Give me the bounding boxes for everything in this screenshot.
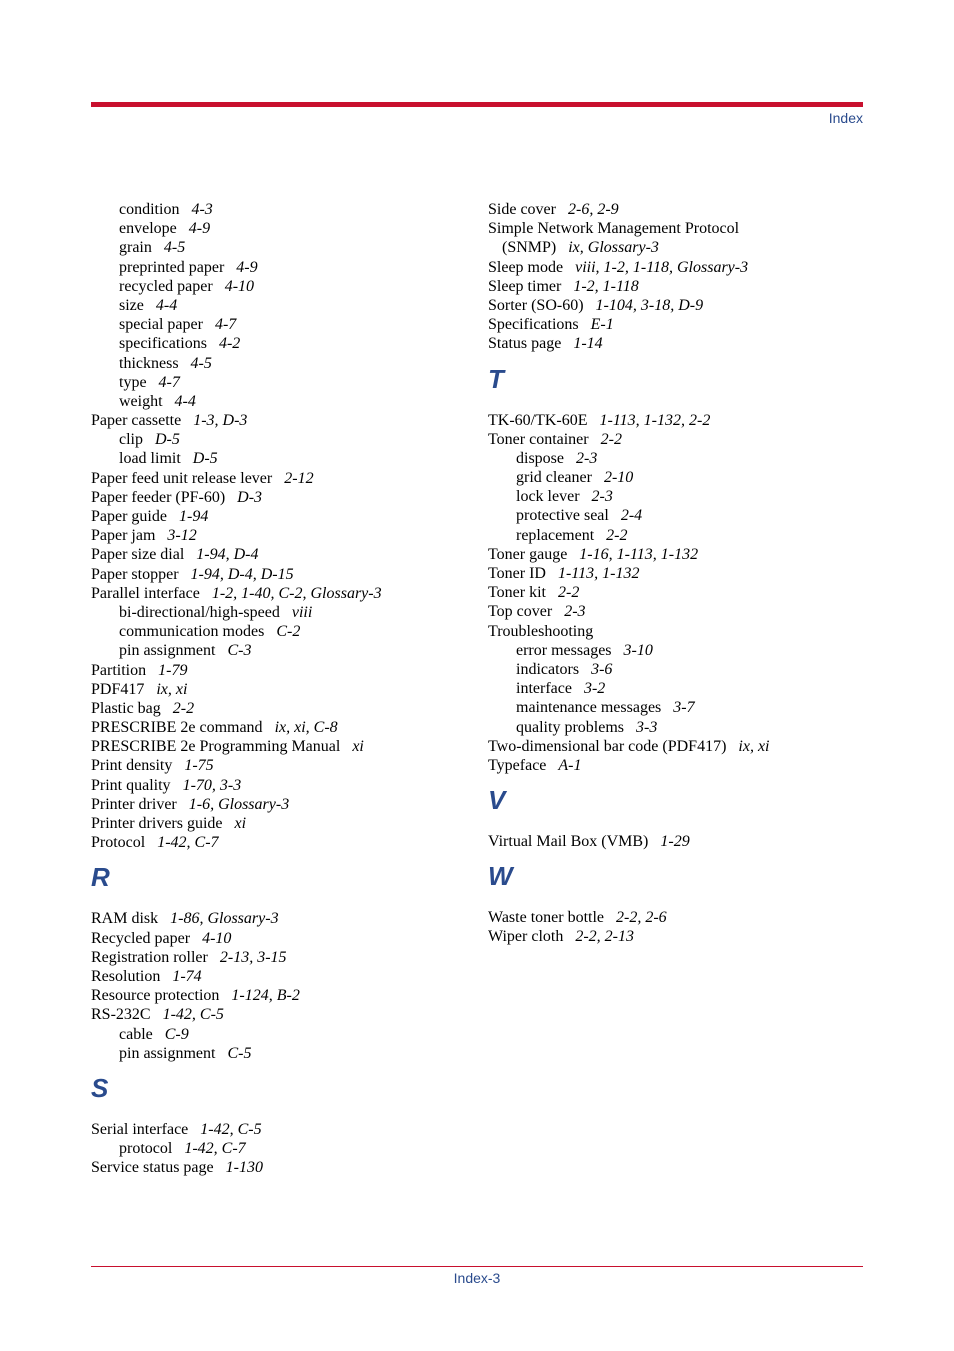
index-term: PRESCRIBE 2e command — [91, 719, 263, 737]
page-references: 1-2, 1-40, C-2, Glossary-3 — [211, 584, 382, 602]
index-subentry — [91, 219, 471, 238]
index-entry — [91, 584, 471, 603]
page-references: 1-42, C-5 — [200, 1120, 262, 1138]
index-term: specifications — [119, 335, 207, 353]
page-references: 1-124, B-2 — [231, 987, 300, 1005]
index-term: Sleep mode — [488, 258, 564, 276]
index-subentry — [91, 277, 471, 296]
index-term: preprinted paper — [119, 258, 225, 276]
index-term: maintenance messages — [516, 699, 662, 717]
page-references: C-5 — [227, 1044, 252, 1062]
index-entry — [488, 564, 863, 583]
index-column-left — [91, 200, 471, 1177]
index-entry — [91, 699, 471, 718]
index-term: Sorter (SO-60) — [488, 296, 584, 314]
page-references: 1-3, D-3 — [193, 412, 248, 430]
page-references: E-1 — [590, 316, 614, 334]
index-subentry — [91, 334, 471, 353]
index-subentry — [488, 487, 863, 506]
index-term: Protocol — [91, 834, 146, 852]
index-term: Status page — [488, 335, 562, 353]
page-references: 1-113, 1-132 — [557, 565, 640, 582]
index-entry — [488, 583, 863, 602]
page-references: 4-4 — [174, 392, 196, 410]
page-references: 4-2 — [218, 335, 241, 353]
page-references: 3-10 — [623, 641, 653, 659]
index-term: weight — [119, 392, 163, 410]
page-references: 4-5 — [163, 239, 186, 257]
index-subentry — [91, 449, 471, 468]
page-references: 1-2, 1-118 — [573, 277, 639, 295]
index-term: RAM disk — [91, 910, 159, 928]
index-term: Parallel interface — [91, 584, 200, 602]
page-references: 4-7 — [214, 316, 237, 334]
index-entry — [91, 776, 471, 795]
index-term: Resolution — [91, 967, 161, 985]
index-term: grid cleaner — [516, 469, 592, 487]
index-term: Virtual Mail Box (VMB) — [488, 833, 649, 851]
page-references: 2-13, 3-15 — [219, 948, 287, 966]
page-references: 2-10 — [603, 469, 634, 487]
page-references: 4-4 — [155, 296, 178, 314]
page-references: ix, xi — [738, 737, 770, 755]
index-term: Typeface — [488, 756, 547, 774]
index-term: communication modes — [119, 623, 265, 641]
page-references: 2-2 — [606, 526, 628, 544]
index-entry — [91, 929, 471, 948]
page-references: 3-12 — [167, 527, 197, 545]
index-term: Top cover — [488, 603, 553, 621]
page-references: 1-42, C-7 — [157, 834, 219, 852]
index-term: Two-dimensional bar code (PDF417) — [488, 737, 727, 755]
index-entry — [91, 507, 471, 526]
index-term: Simple Network Management Protocol — [488, 220, 740, 238]
index-term: Paper feed unit release lever — [91, 469, 273, 487]
index-entry — [91, 469, 471, 488]
index-term: type — [119, 373, 147, 391]
page-references: 1-79 — [158, 661, 188, 679]
index-subentry — [91, 373, 471, 392]
index-term: pin assignment — [119, 1044, 216, 1062]
index-entry — [91, 1158, 471, 1177]
index-entry — [488, 602, 863, 621]
index-term: special paper — [119, 316, 203, 334]
page-references: 1-94 — [178, 508, 209, 525]
section-letter-v: V — [488, 785, 506, 816]
index-term: Sleep timer — [488, 277, 562, 295]
page-references: xi — [234, 815, 247, 832]
page-references: 4-9 — [188, 220, 211, 238]
page-references: 1-113, 1-132, 2-2 — [599, 411, 711, 429]
index-entry — [91, 718, 471, 737]
index-term: bi-directional/high-speed — [119, 603, 280, 621]
index-subentry — [91, 1025, 471, 1044]
index-entry — [488, 277, 863, 296]
page-references: D-5 — [192, 450, 218, 468]
page-references: A-1 — [558, 756, 582, 774]
index-term: Print density — [91, 757, 173, 775]
page-references: D-5 — [155, 431, 180, 449]
index-subentry — [91, 354, 471, 373]
index-term: TK-60/TK-60E — [488, 411, 588, 429]
index-term: Printer drivers guide — [91, 815, 223, 832]
index-entry — [488, 908, 863, 927]
page-references: 1-104, 3-18, D-9 — [595, 296, 704, 314]
index-subentry — [488, 660, 863, 679]
index-term: clip — [119, 431, 143, 449]
index-term: thickness — [119, 354, 179, 372]
index-term: Toner ID — [488, 565, 546, 582]
section-letter-r: R — [91, 862, 110, 893]
index-subentry — [91, 315, 471, 334]
index-term: cable — [119, 1025, 153, 1043]
index-subentry — [91, 1139, 471, 1158]
index-entry — [91, 661, 471, 680]
page-references: C-3 — [227, 642, 252, 660]
index-entry — [91, 986, 471, 1005]
index-entry — [488, 200, 863, 219]
page-references: 2-2, 2-6 — [616, 909, 667, 927]
index-subentry — [91, 430, 471, 449]
index-entry — [91, 526, 471, 545]
index-term: Waste toner bottle — [488, 909, 605, 927]
index-term: Wiper cloth — [488, 928, 564, 946]
page-references: 2-3 — [591, 488, 613, 506]
page-references: 1-86, Glossary-3 — [170, 910, 279, 928]
index-entry — [91, 833, 471, 852]
index-entry — [488, 238, 863, 257]
index-entry — [91, 680, 471, 699]
index-entry — [488, 927, 863, 946]
index-term: grain — [119, 239, 152, 257]
page-references: 2-3 — [576, 449, 598, 467]
index-subentry — [91, 392, 471, 411]
index-term: Print quality — [91, 776, 171, 794]
page-references: 4-10 — [224, 277, 255, 295]
page-references: 2-2 — [172, 699, 195, 717]
index-term: Paper cassette — [91, 412, 182, 430]
page-references: xi — [352, 738, 364, 756]
index-entry — [488, 411, 863, 430]
index-term: condition — [119, 201, 180, 218]
section-letter-t: T — [488, 363, 504, 394]
index-term: Serial interface — [91, 1120, 189, 1138]
index-entry — [91, 909, 471, 928]
index-subentry — [91, 603, 471, 622]
page-references: 4-3 — [191, 201, 213, 218]
page-references: 2-2, 2-13 — [575, 928, 634, 946]
page-references: 1-94, D-4, D-15 — [190, 565, 294, 583]
index-subentry — [91, 258, 471, 277]
page-references: viii — [291, 603, 313, 621]
index-term: Toner gauge — [488, 545, 568, 563]
page-references: 1-6, Glossary-3 — [188, 795, 290, 813]
index-subentry — [91, 200, 471, 219]
page-references: 2-2 — [600, 430, 622, 448]
index-subentry — [91, 622, 471, 641]
index-term: protocol — [119, 1140, 173, 1158]
index-subentry — [91, 296, 471, 315]
index-column-right — [488, 200, 863, 947]
index-term: Troubleshooting — [488, 622, 594, 640]
page-references: 3-3 — [635, 718, 658, 736]
index-term: Paper size dial — [91, 546, 185, 564]
index-term: Toner container — [488, 430, 589, 448]
page-references: 2-2 — [557, 584, 580, 602]
index-term: Resource protection — [91, 987, 220, 1005]
page-references: 4-5 — [190, 354, 212, 372]
index-entry — [91, 967, 471, 986]
index-subentry — [91, 641, 471, 660]
index-subentry — [488, 698, 863, 717]
index-subentry — [91, 1044, 471, 1063]
index-term: pin assignment — [119, 642, 216, 660]
page-references: 1-94, D-4 — [196, 546, 259, 564]
index-term: lock lever — [516, 488, 580, 506]
page-references: ix, Glossary-3 — [568, 239, 659, 257]
index-entry — [488, 737, 863, 756]
index-entry — [91, 1120, 471, 1139]
index-term: (SNMP) — [502, 239, 557, 257]
index-subentry — [488, 506, 863, 525]
index-term: Service status page — [91, 1159, 214, 1177]
page-references: 1-42, C-7 — [184, 1140, 246, 1158]
index-term: Paper jam — [91, 527, 156, 545]
index-term: replacement — [516, 526, 595, 544]
footer-rule — [91, 1266, 863, 1267]
page-references: 3-6 — [591, 660, 613, 678]
index-term: Partition — [91, 661, 147, 679]
index-subentry — [488, 679, 863, 698]
index-entry — [488, 756, 863, 775]
page-references: C-2 — [276, 623, 301, 641]
index-term: protective seal — [516, 507, 609, 525]
index-entry — [91, 411, 471, 430]
index-term: Printer driver — [91, 795, 177, 813]
page-references: 1-75 — [184, 757, 214, 775]
page-references: 2-12 — [284, 469, 314, 487]
index-term: dispose — [516, 449, 564, 467]
index-entry — [488, 334, 863, 353]
index-entry — [91, 565, 471, 584]
index-term: PDF417 — [91, 680, 145, 698]
page-references: 1-16, 1-113, 1-132 — [579, 545, 699, 563]
index-term: Side cover — [488, 201, 556, 218]
index-term: Paper stopper — [91, 565, 179, 583]
page-number: Index-3 — [453, 1270, 501, 1286]
page-references: 1-74 — [172, 967, 202, 985]
index-subentry — [488, 449, 863, 468]
index-entry — [91, 1005, 471, 1024]
index-subentry — [488, 468, 863, 487]
page-references: 3-2 — [583, 680, 606, 698]
index-term: RS-232C — [91, 1006, 151, 1024]
index-entry — [91, 795, 471, 814]
index-subentry — [488, 718, 863, 737]
page-references: ix, xi — [156, 680, 188, 698]
page-references: ix, xi, C-8 — [274, 719, 338, 737]
index-entry — [91, 814, 471, 833]
index-term: Paper guide — [91, 508, 167, 525]
index-term: indicators — [516, 660, 580, 678]
index-entry — [488, 622, 863, 641]
index-entry — [91, 948, 471, 967]
index-subentry — [488, 526, 863, 545]
page-references: 4-10 — [202, 929, 232, 947]
index-entry — [488, 315, 863, 334]
page-references: 2-6, 2-9 — [567, 201, 619, 218]
page-references: 1-70, 3-3 — [182, 776, 242, 794]
index-entry — [91, 756, 471, 775]
index-subentry — [488, 641, 863, 660]
page-references: 2-4 — [620, 507, 643, 525]
index-entry — [91, 488, 471, 507]
page-references: 4-7 — [158, 373, 180, 391]
index-subentry — [91, 238, 471, 257]
page-references: viii, 1-2, 1-118, Glossary-3 — [575, 258, 749, 276]
index-entry — [488, 219, 863, 238]
page-references: 3-7 — [673, 699, 695, 717]
running-header: Index — [828, 110, 863, 126]
index-term: quality problems — [516, 718, 624, 736]
index-term: Registration roller — [91, 948, 208, 966]
section-letter-w: W — [488, 861, 513, 892]
index-term: Specifications — [488, 316, 579, 334]
index-entry — [488, 258, 863, 277]
index-term: envelope — [119, 220, 177, 238]
index-term: error messages — [516, 641, 612, 659]
section-letter-s: S — [91, 1072, 109, 1103]
index-entry — [488, 430, 863, 449]
index-entry — [91, 737, 471, 756]
page-references: 1-14 — [573, 335, 603, 353]
page-references: 1-130 — [225, 1159, 263, 1177]
page-references: 1-42, C-5 — [162, 1006, 224, 1024]
index-term: PRESCRIBE 2e Programming Manual — [91, 738, 341, 756]
index-entry — [91, 545, 471, 564]
index-entry — [488, 545, 863, 564]
page-references: 4-9 — [236, 258, 258, 276]
index-entry — [488, 832, 863, 851]
index-term: recycled paper — [119, 277, 213, 295]
index-term: Toner kit — [488, 584, 546, 602]
page-references: 1-29 — [660, 833, 690, 851]
page-references: D-3 — [237, 488, 263, 506]
header-rule — [91, 102, 863, 107]
index-term: load limit — [119, 450, 181, 468]
index-term: interface — [516, 680, 572, 698]
page-references: 2-3 — [564, 603, 586, 621]
index-term: Recycled paper — [91, 929, 191, 947]
index-term: Paper feeder (PF-60) — [91, 488, 226, 506]
page-references: C-9 — [164, 1025, 189, 1043]
index-term: size — [119, 296, 144, 314]
index-entry — [488, 296, 863, 315]
index-term: Plastic bag — [91, 699, 161, 717]
